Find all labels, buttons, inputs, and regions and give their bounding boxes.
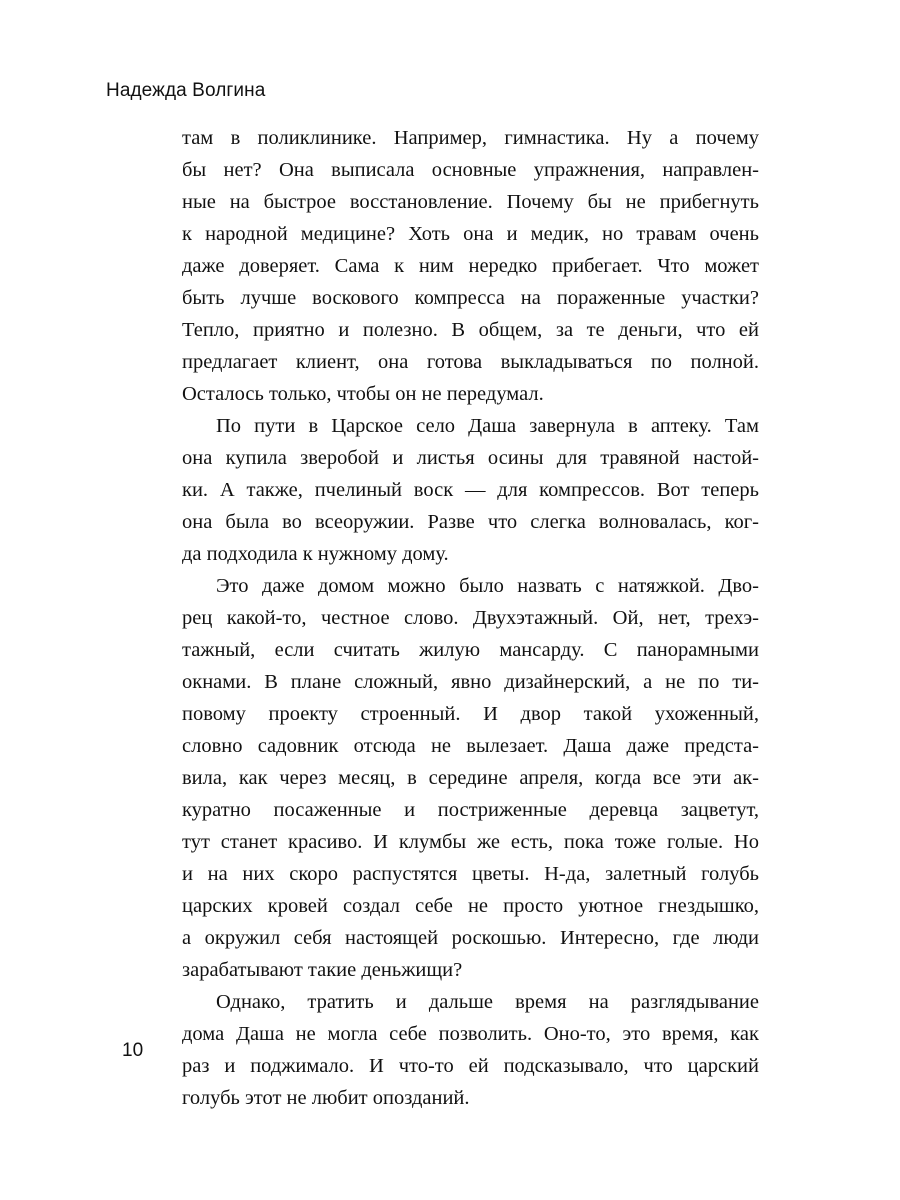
text-line: голубь этот не любит опозданий. bbox=[182, 1087, 470, 1109]
paragraph bbox=[182, 410, 759, 570]
text-line: да подходила к нужному дому. bbox=[182, 543, 449, 565]
paragraph bbox=[182, 122, 759, 410]
text-line: Однако, тратить и дальше время на разглядывание bbox=[216, 991, 759, 1013]
text-line: бы нет? Она выписала основные упражнения, направлен- bbox=[182, 159, 759, 181]
text-line: повому проекту строенный. И двор такой ухоженный, bbox=[182, 703, 759, 725]
text-line: Это даже домом можно было назвать с натяжкой. Дво- bbox=[216, 575, 759, 597]
running-head: Надежда Волгина bbox=[106, 80, 266, 101]
text-line: раз и поджимало. И что-то ей подсказывало, что царский bbox=[182, 1055, 759, 1077]
text-line: царских кровей создал себе не просто уютное гнездышко, bbox=[182, 895, 759, 917]
text-line: ки. А также, пчелиный воск — для компрессов. Вот теперь bbox=[182, 479, 759, 501]
text-line: ные на быстрое восстановление. Почему бы не прибегнуть bbox=[182, 191, 759, 213]
text-line: словно садовник отсюда не вылезает. Даша даже предста- bbox=[182, 735, 759, 757]
text-line: предлагает клиент, она готова выкладываться по полной. bbox=[182, 351, 759, 373]
text-line: Осталось только, чтобы он не передумал. bbox=[182, 383, 544, 405]
text-line: быть лучше воскового компресса на пораженные участки? bbox=[182, 287, 759, 309]
text-block bbox=[182, 122, 759, 1114]
text-line: там в поликлинике. Например, гимнастика. Ну а почему bbox=[182, 127, 759, 149]
text-line: По пути в Царское село Даша завернула в аптеку. Там bbox=[216, 415, 759, 437]
text-line: она была во всеоружии. Разве что слегка волновалась, ког- bbox=[182, 511, 759, 533]
text-line: тут станет красиво. И клумбы же есть, пока тоже голые. Но bbox=[182, 831, 759, 853]
text-line: окнами. В плане сложный, явно дизайнерский, а не по ти- bbox=[182, 671, 759, 693]
text-line: даже доверяет. Сама к ним нередко прибегает. Что может bbox=[182, 255, 759, 277]
text-line: дома Даша не могла себе позволить. Оно-то, это время, как bbox=[182, 1023, 759, 1045]
text-line: рец какой-то, честное слово. Двухэтажный. Ой, нет, трехэ- bbox=[182, 607, 759, 629]
text-line: Тепло, приятно и полезно. В общем, за те деньги, что ей bbox=[182, 319, 759, 341]
text-line: вила, как через месяц, в середине апреля, когда все эти ак- bbox=[182, 767, 759, 789]
page-number: 10 bbox=[122, 1040, 144, 1061]
paragraph bbox=[182, 570, 759, 986]
text-line: а окружил себя настоящей роскошью. Интересно, где люди bbox=[182, 927, 759, 949]
text-line: зарабатывают такие деньжищи? bbox=[182, 959, 463, 981]
paragraph bbox=[182, 986, 759, 1114]
text-line: куратно посаженные и постриженные деревца зацветут, bbox=[182, 799, 759, 821]
text-line: тажный, если считать жилую мансарду. С панорамными bbox=[182, 639, 759, 661]
text-line: она купила зверобой и листья осины для травяной настой- bbox=[182, 447, 759, 469]
text-line: и на них скоро распустятся цветы. Н-да, залетный голубь bbox=[182, 863, 759, 885]
text-line: к народной медицине? Хоть она и медик, но травам очень bbox=[182, 223, 759, 245]
